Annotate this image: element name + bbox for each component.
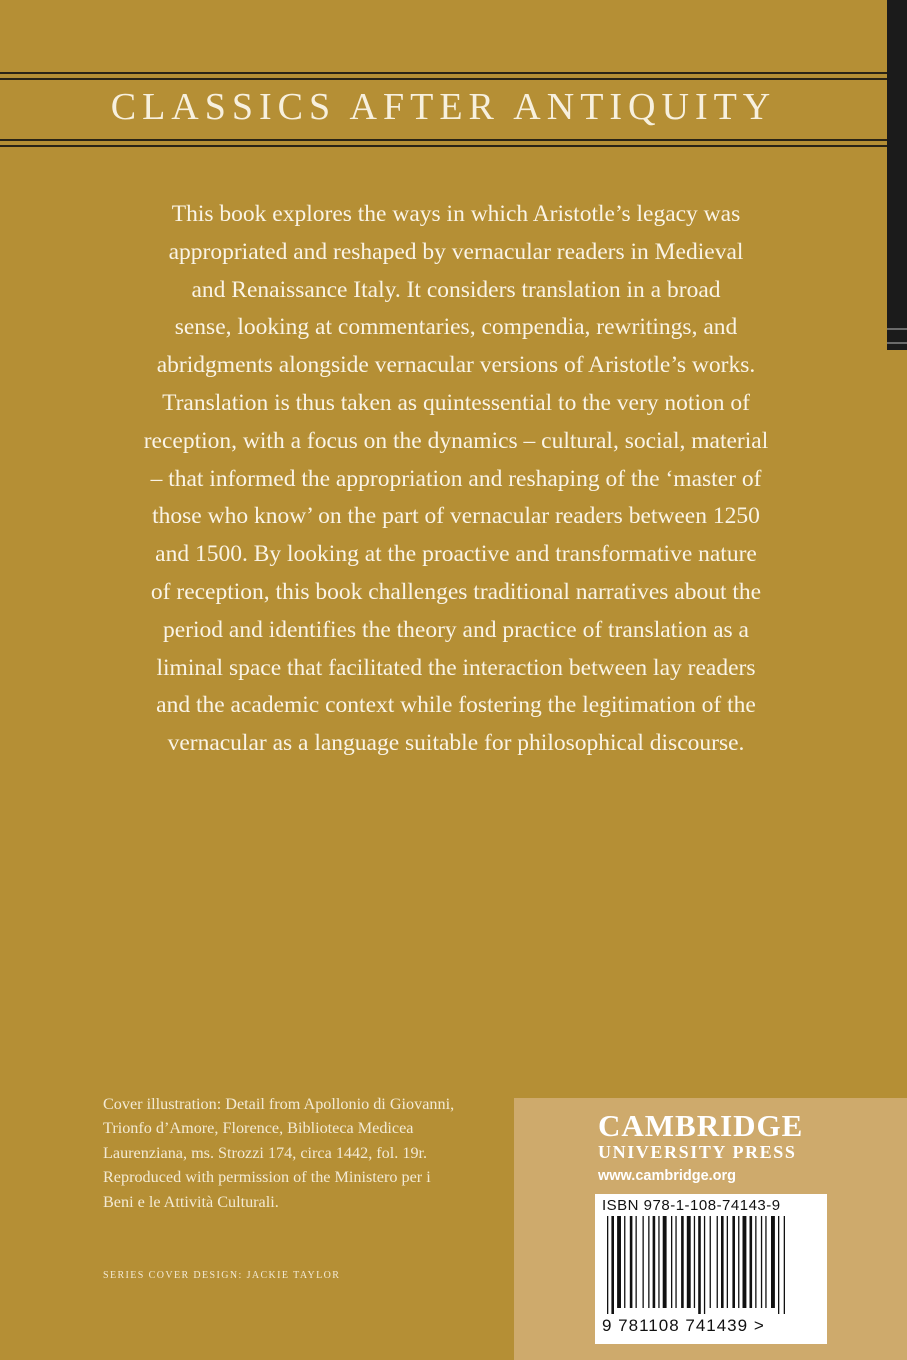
description-line: This book explores the ways in which Aristotle’s legacy was — [171, 201, 741, 227]
book-description — [96, 196, 816, 763]
barcode-bar — [761, 1216, 762, 1308]
description-line: and the academic context while fostering the legitimation of the — [156, 692, 756, 719]
barcode-bar — [653, 1216, 656, 1308]
publisher-website: www.cambridge.org — [598, 1168, 737, 1184]
credit-line: Reproduced with permission of the Ministero per i — [103, 1168, 431, 1187]
barcode-icon — [605, 1216, 817, 1314]
bottom-rule-inner — [0, 139, 887, 141]
barcode-bar — [755, 1216, 756, 1308]
barcode-bar — [732, 1216, 735, 1308]
description-line: Translation is thus taken as quintessential to the very notion of — [162, 389, 750, 416]
spine-edge-bar — [887, 0, 907, 350]
barcode-bar — [784, 1216, 785, 1314]
description-line: period and identifies the theory and practice of translation as a — [163, 616, 749, 643]
description-line: reception, with a focus on the dynamics – cultural, social, material — [143, 427, 769, 454]
description-line: sense, looking at commentaries, compendia, rewritings, and — [174, 314, 738, 341]
barcode-bar — [658, 1216, 659, 1308]
barcode-bar — [681, 1216, 684, 1308]
credit-line: Beni e le Attività Culturali. — [103, 1192, 279, 1211]
barcode-bar — [710, 1216, 711, 1308]
top-rule-upper — [0, 72, 887, 74]
barcode-bar — [778, 1216, 779, 1314]
barcode-bar — [624, 1216, 625, 1308]
cover-illustration-credit — [103, 1092, 503, 1214]
barcode-bar — [698, 1216, 701, 1314]
description-line: – that informed the appropriation and reshaping of the ‘master of — [150, 465, 762, 492]
barcode-bar — [630, 1216, 633, 1308]
top-rule-inner — [0, 78, 887, 80]
description-line: and 1500. By looking at the proactive and transformative nature — [155, 541, 757, 568]
barcode-bar — [636, 1216, 637, 1308]
credit-line: Laurenziana, ms. Strozzi 174, circa 1442, fol. 19r. — [103, 1143, 428, 1162]
description-line: vernacular as a language suitable for philosophical discourse. — [167, 730, 745, 757]
barcode-box — [595, 1194, 827, 1344]
description-line: appropriated and reshaped by vernacular readers in Medieval — [168, 238, 744, 265]
bottom-rule-lower — [0, 145, 887, 147]
spine-notch — [887, 328, 907, 330]
description-line: and Renaissance Italy. It considers translation in a broad — [191, 276, 721, 303]
description-line: of reception, this book challenges traditional narratives about the — [150, 578, 762, 605]
series-cover-design-credit: SERIES COVER DESIGN: JACKIE TAYLOR — [103, 1270, 341, 1281]
barcode-bar — [765, 1216, 766, 1308]
barcode-bar — [743, 1216, 747, 1308]
barcode-bar — [643, 1216, 644, 1308]
barcode-bar — [611, 1216, 614, 1314]
barcode-bar — [617, 1216, 621, 1308]
barcode-bar — [717, 1216, 718, 1308]
publisher-name: CAMBRIDGE — [598, 1108, 804, 1143]
publisher-panel — [514, 1098, 907, 1360]
description-line: abridgments alongside vernacular versions of Aristotle’s works. — [156, 352, 756, 379]
series-title: CLASSICS AFTER ANTIQUITY — [110, 86, 777, 128]
description-line: liminal space that facilitated the interaction between lay readers — [156, 654, 756, 681]
barcode-bar — [704, 1216, 705, 1314]
barcode-bar — [687, 1216, 691, 1308]
barcode-digits: 9 781108 741439 > — [602, 1316, 765, 1335]
barcode-bar — [721, 1216, 724, 1308]
barcode-bar — [663, 1216, 667, 1308]
barcode-bar — [771, 1216, 775, 1308]
credit-line: Cover illustration: Detail from Apollonio di Giovanni, — [103, 1095, 455, 1113]
barcode-bar — [671, 1216, 672, 1308]
credit-line: Trionfo d’Amore, Florence, Biblioteca Medicea — [103, 1119, 414, 1138]
barcode-bar — [648, 1216, 649, 1308]
publisher-subtitle: UNIVERSITY PRESS — [598, 1142, 797, 1162]
barcode-bar — [750, 1216, 753, 1308]
spine-notch — [887, 342, 907, 344]
isbn-label: ISBN 978-1-108-74143-9 — [602, 1197, 781, 1214]
barcode-bar — [694, 1216, 695, 1308]
barcode-bar — [607, 1216, 608, 1314]
barcode-bar — [675, 1216, 676, 1308]
barcode-bar — [738, 1216, 739, 1308]
barcode-bar — [727, 1216, 728, 1308]
description-line: those who know’ on the part of vernacular readers between 1250 — [152, 503, 760, 530]
